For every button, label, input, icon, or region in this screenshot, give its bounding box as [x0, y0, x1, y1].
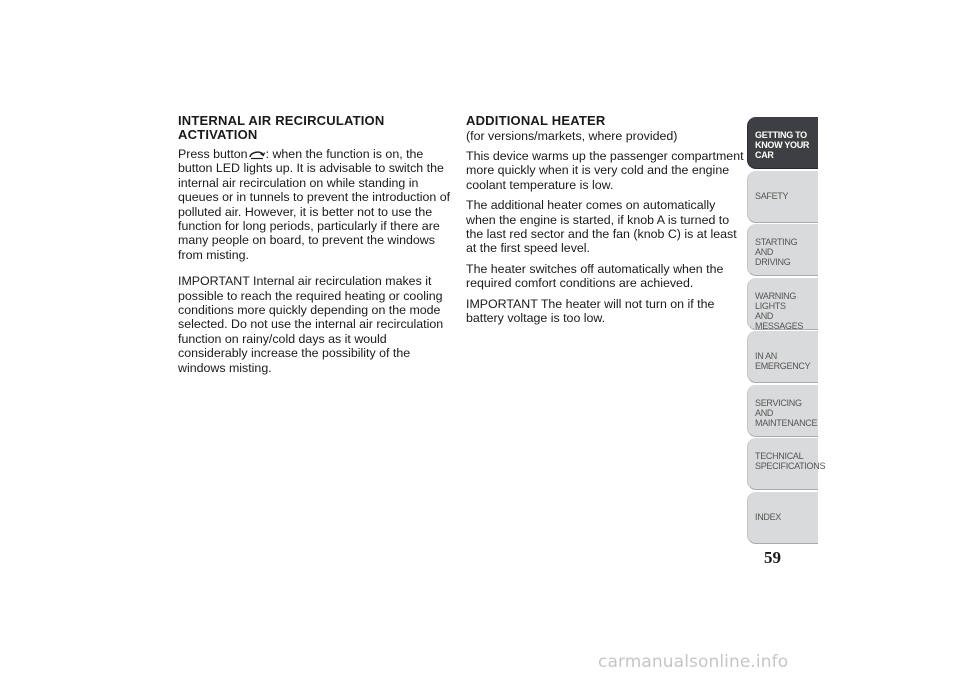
- paragraph-recirculation-usage: Press button : when the function is on, the button LED lights up. It is advisable to switch the internal air recirculation on while standing in queues or in tunnels to prevent the introduction of polluted air. However, it is better not to use the function for long periods, particularly if there are many people on board, to prevent the windows from misting.: [178, 147, 451, 262]
- section-heading-air-recirculation: INTERNAL AIR RECIRCULATION ACTIVATION: [178, 113, 385, 142]
- air-recirculation-icon: [248, 149, 266, 160]
- watermark-text: carmanualsonline.info: [598, 652, 789, 672]
- tab-servicing-and-maintenance[interactable]: SERVICING AND MAINTENANCE: [747, 385, 818, 437]
- tab-index[interactable]: INDEX: [747, 492, 818, 544]
- tab-in-an-emergency[interactable]: IN AN EMERGENCY: [747, 331, 818, 383]
- right-column: [466, 114, 744, 331]
- chapter-tabs: [747, 117, 826, 545]
- heater-availability-note: (for versions/markets, where provided): [466, 128, 678, 143]
- tab-safety[interactable]: SAFETY: [747, 171, 818, 223]
- tab-getting-to-know-your-car[interactable]: GETTING TO KNOW YOUR CAR: [747, 117, 818, 169]
- left-column: [178, 114, 456, 381]
- tab-technical-specifications[interactable]: TECHNICAL SPECIFICATIONS: [747, 438, 818, 490]
- section-heading-additional-heater: ADDITIONAL HEATER: [466, 113, 606, 128]
- paragraph-heater-important: IMPORTANT The heater will not turn on if the battery voltage is too low.: [466, 296, 715, 325]
- tab-warning-lights-and-messages[interactable]: WARNING LIGHTS AND MESSAGES: [747, 278, 818, 330]
- paragraph-heater-activation: The additional heater comes on automatically when the engine is started, if knob A is turned to the last red sector and the fan (knob C) is at least at the first speed level.: [466, 198, 737, 256]
- paragraph-recirculation-important: IMPORTANT Internal air recirculation makes it possible to reach the required heating or cooling conditions more quickly depending on the mode selected. Do not use the internal air recirculation function on rainy/cold days as it would considerably increase the possibility of the windows misting.: [178, 274, 444, 375]
- paragraph-heater-description: This device warms up the passenger compartment more quickly when it is very cold and the engine coolant temperature is low.: [466, 148, 744, 192]
- page-number: 59: [764, 548, 781, 567]
- paragraph-heater-switch-off: The heater switches off automatically when the required comfort conditions are achieved.: [466, 261, 724, 291]
- tab-starting-and-driving[interactable]: STARTING AND DRIVING: [747, 224, 818, 276]
